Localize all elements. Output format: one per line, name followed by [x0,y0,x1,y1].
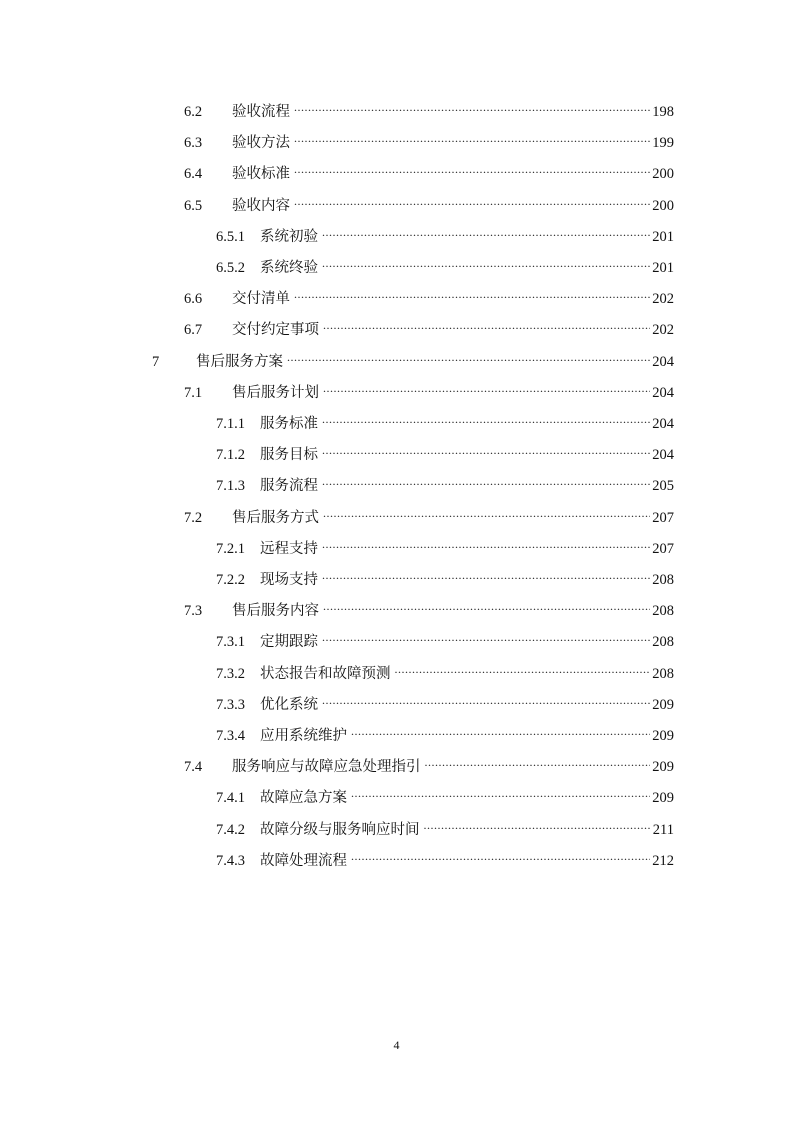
page-number: 4 [393,1038,400,1052]
toc-entry-page: 207 [652,541,674,557]
toc-entry-title: 验收流程 [232,104,290,120]
toc-entry-page: 200 [652,166,674,182]
toc-entry-page: 202 [652,322,674,338]
toc-entry-title: 售后服务计划 [232,385,319,401]
toc-entry-number: 7.4 [184,759,203,775]
toc-entry[interactable] [216,408,674,432]
toc-entry-title: 定期跟踪 [260,634,318,650]
toc-entry-title: 系统初验 [260,229,318,245]
toc-entry-page: 204 [652,385,674,401]
toc-entry-title: 验收方法 [232,135,290,151]
toc-entry-number: 7 [152,354,160,370]
toc-entry-number: 6.4 [184,166,203,182]
toc-entry-title: 验收内容 [232,198,290,214]
toc-entry-page: 198 [652,104,674,120]
dot-leader [322,439,650,459]
toc-entry-number: 7.3.2 [216,666,245,682]
toc-entry-number: 7.2.1 [216,541,245,557]
toc-entry-number: 7.1 [184,385,203,401]
toc-entry-number: 7.4.3 [216,853,245,869]
toc-entry-number: 7.2.2 [216,572,245,588]
toc-entry-page: 208 [652,603,674,619]
toc-entry[interactable] [184,190,674,214]
toc-entry-title: 现场支持 [260,572,318,588]
toc-entry-page: 199 [652,135,674,151]
toc-entry-title: 状态报告和故障预测 [260,666,391,682]
toc-entry[interactable] [184,314,674,338]
dot-leader [424,814,651,834]
toc-entry-number: 7.2 [184,510,203,526]
toc-entry-title: 故障处理流程 [260,853,347,869]
dot-leader [351,845,650,865]
toc-entry-page: 208 [652,572,674,588]
toc-entry-page: 208 [652,634,674,650]
toc-entry-title: 售后服务方式 [232,510,319,526]
toc-entry-number: 6.6 [184,291,203,307]
dot-leader [322,252,650,272]
toc-entry[interactable] [216,689,674,713]
toc-entry-page: 205 [652,478,674,494]
toc-entry-number: 6.2 [184,104,203,120]
toc-entry-title: 服务流程 [260,478,318,494]
toc-entry-number: 7.3.1 [216,634,245,650]
toc-entry-number: 6.5.2 [216,260,245,276]
toc-entry[interactable] [216,814,674,838]
dot-leader [425,751,651,771]
toc-entry[interactable] [216,533,674,557]
toc-entry-page: 204 [652,447,674,463]
toc-entry[interactable] [216,470,674,494]
toc-entry-number: 7.1.3 [216,478,245,494]
toc-entry-page: 201 [652,260,674,276]
toc-entry[interactable] [216,658,674,682]
toc-entry-title: 交付清单 [232,291,290,307]
toc-entry[interactable] [184,751,674,775]
toc-entry[interactable] [184,502,674,526]
toc-entry-number: 6.5.1 [216,229,245,245]
toc-entry[interactable] [216,626,674,650]
toc-entry[interactable] [184,158,674,182]
dot-leader [322,221,650,241]
toc-entry-title: 交付约定事项 [232,322,319,338]
toc-entry-number: 7.1.2 [216,447,245,463]
dot-leader [322,470,650,490]
toc-entry-page: 207 [652,510,674,526]
toc-entry-number: 6.7 [184,322,203,338]
toc-entry[interactable] [216,221,674,245]
toc-entry-number: 7.3.4 [216,728,245,744]
toc-entry[interactable] [184,595,674,619]
toc-entry-page: 209 [652,728,674,744]
toc-entry[interactable] [216,252,674,276]
dot-leader [322,626,650,646]
toc-entry[interactable] [216,439,674,463]
toc-entry[interactable] [216,845,674,869]
dot-leader [294,190,650,210]
toc-entry-title: 远程支持 [260,541,318,557]
dot-leader [294,96,650,116]
toc-entry-title: 应用系统维护 [260,728,347,744]
toc-entry[interactable] [216,720,674,744]
toc-entry-page: 208 [652,666,674,682]
toc-entry-page: 200 [652,198,674,214]
toc-entry-number: 7.4.2 [216,822,245,838]
toc-entry-title: 故障分级与服务响应时间 [260,822,420,838]
toc-entry-number: 6.3 [184,135,203,151]
toc-entry-title: 优化系统 [260,697,318,713]
toc-entry-number: 7.3.3 [216,697,245,713]
dot-leader [294,158,650,178]
dot-leader [323,377,650,397]
toc-entry-number: 6.5 [184,198,203,214]
toc-entry-page: 202 [652,291,674,307]
toc-entry[interactable] [184,377,674,401]
dot-leader [322,689,650,709]
toc-entry-page: 212 [652,853,674,869]
dot-leader [395,658,651,678]
toc-entry-title: 售后服务内容 [232,603,319,619]
toc-entry-page: 211 [652,822,674,838]
toc-entry-number: 7.1.1 [216,416,245,432]
toc-entry-title: 系统终验 [260,260,318,276]
dot-leader [322,408,650,428]
dot-leader [323,502,650,522]
toc-entry[interactable] [152,346,674,370]
toc-entry[interactable] [184,96,674,120]
dot-leader [322,564,650,584]
dot-leader [351,782,650,802]
toc-entry-title: 验收标准 [232,166,290,182]
toc-entry[interactable] [184,283,674,307]
toc-entry-page: 204 [652,416,674,432]
dot-leader [323,595,650,615]
toc-entry-title: 售后服务方案 [196,354,283,370]
dot-leader [294,127,650,147]
toc-entry-page: 204 [652,354,674,370]
dot-leader [287,346,650,366]
toc-entry[interactable] [216,564,674,588]
toc-entry-page: 209 [652,790,674,806]
toc-entry[interactable] [216,782,674,806]
toc-entry-title: 服务标准 [260,416,318,432]
dot-leader [351,720,650,740]
dot-leader [322,533,650,553]
toc-entry-title: 服务响应与故障应急处理指引 [232,759,421,775]
toc-entry-number: 7.4.1 [216,790,245,806]
toc-entry-page: 209 [652,697,674,713]
dot-leader [294,283,650,303]
toc-entry-number: 7.3 [184,603,203,619]
toc-entry-page: 209 [652,759,674,775]
toc-entry-page: 201 [652,229,674,245]
toc-entry-title: 故障应急方案 [260,790,347,806]
toc-entry-title: 服务目标 [260,447,318,463]
toc-entry[interactable] [184,127,674,151]
dot-leader [323,314,650,334]
